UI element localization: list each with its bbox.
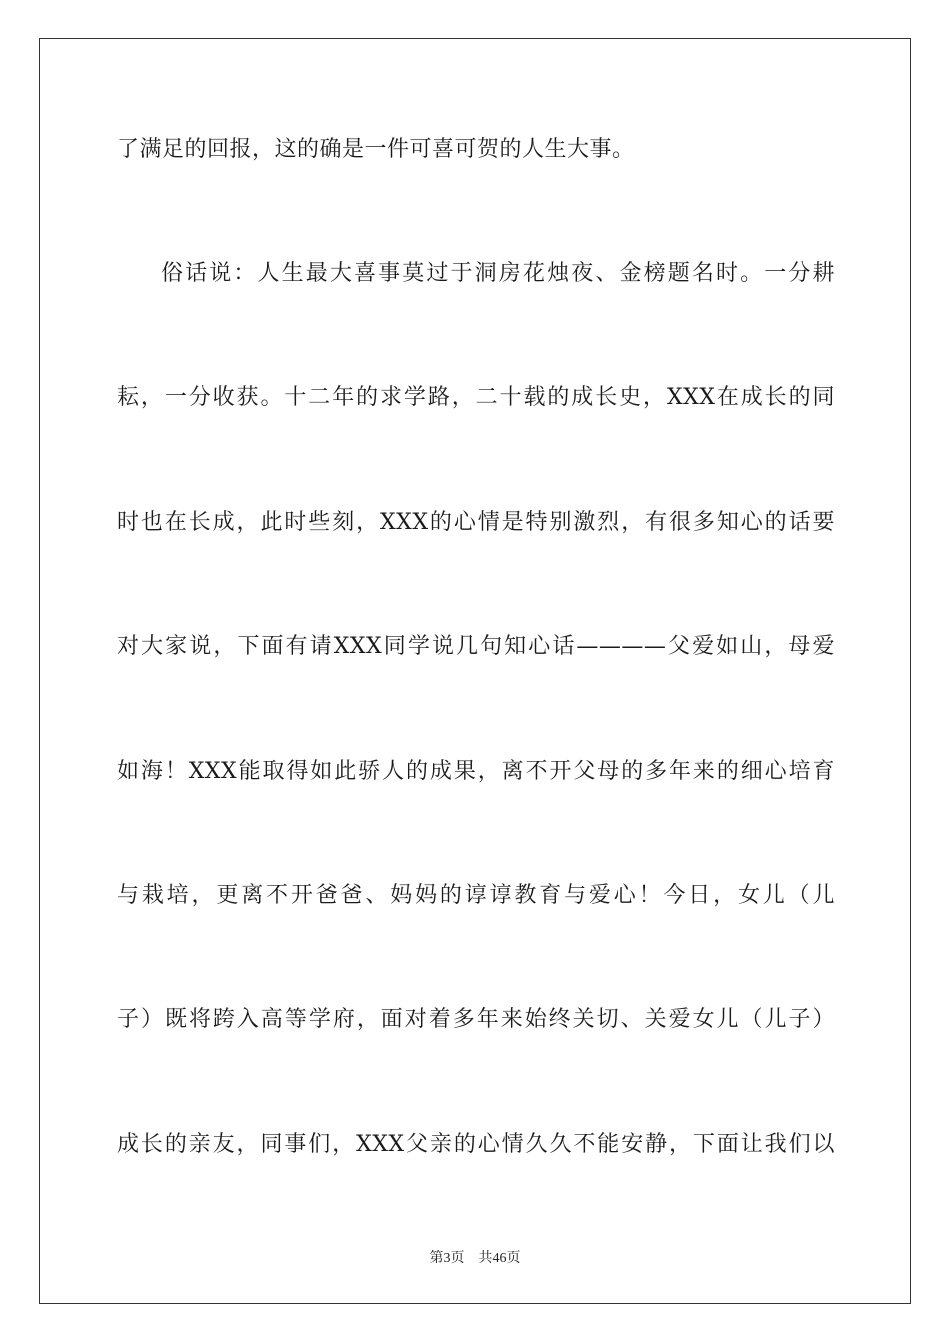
page-total: 共46页 [478,1251,521,1266]
page-footer [0,1247,950,1267]
paragraph-line: 子）既将跨入高等学府，面对着多年来始终关切、关爱女儿（儿子） [117,1007,835,1032]
paragraph-line: 对大家说，下面有请XXX同学说几句知心话————父爱如山，母爱 [117,634,835,659]
paragraph-line: 与栽培，更离不开爸爸、妈妈的谆谆教育与爱心！今日，女儿（儿 [117,883,835,908]
page-border [39,38,911,1304]
paragraph-line: 时也在长成，此时些刻，XXX的心情是特别激烈，有很多知心的话要 [117,510,835,535]
paragraph-line: 如海！XXX能取得如此骄人的成果，离不开父母的多年来的细心培育 [117,759,835,784]
paragraph-line: 耘，一分收获。十二年的求学路，二十载的成长史，XXX在成长的同 [117,385,835,410]
page-number: 第3页 [429,1251,465,1266]
paragraph-line: 俗话说：人生最大喜事莫过于洞房花烛夜、金榜题名时。一分耕 [161,261,835,286]
paragraph-line: 了满足的回报，这的确是一件可喜可贺的人生大事。 [117,137,635,162]
paragraph-line: 成长的亲友，同事们，XXX父亲的心情久久不能安静，下面让我们以 [117,1132,835,1157]
